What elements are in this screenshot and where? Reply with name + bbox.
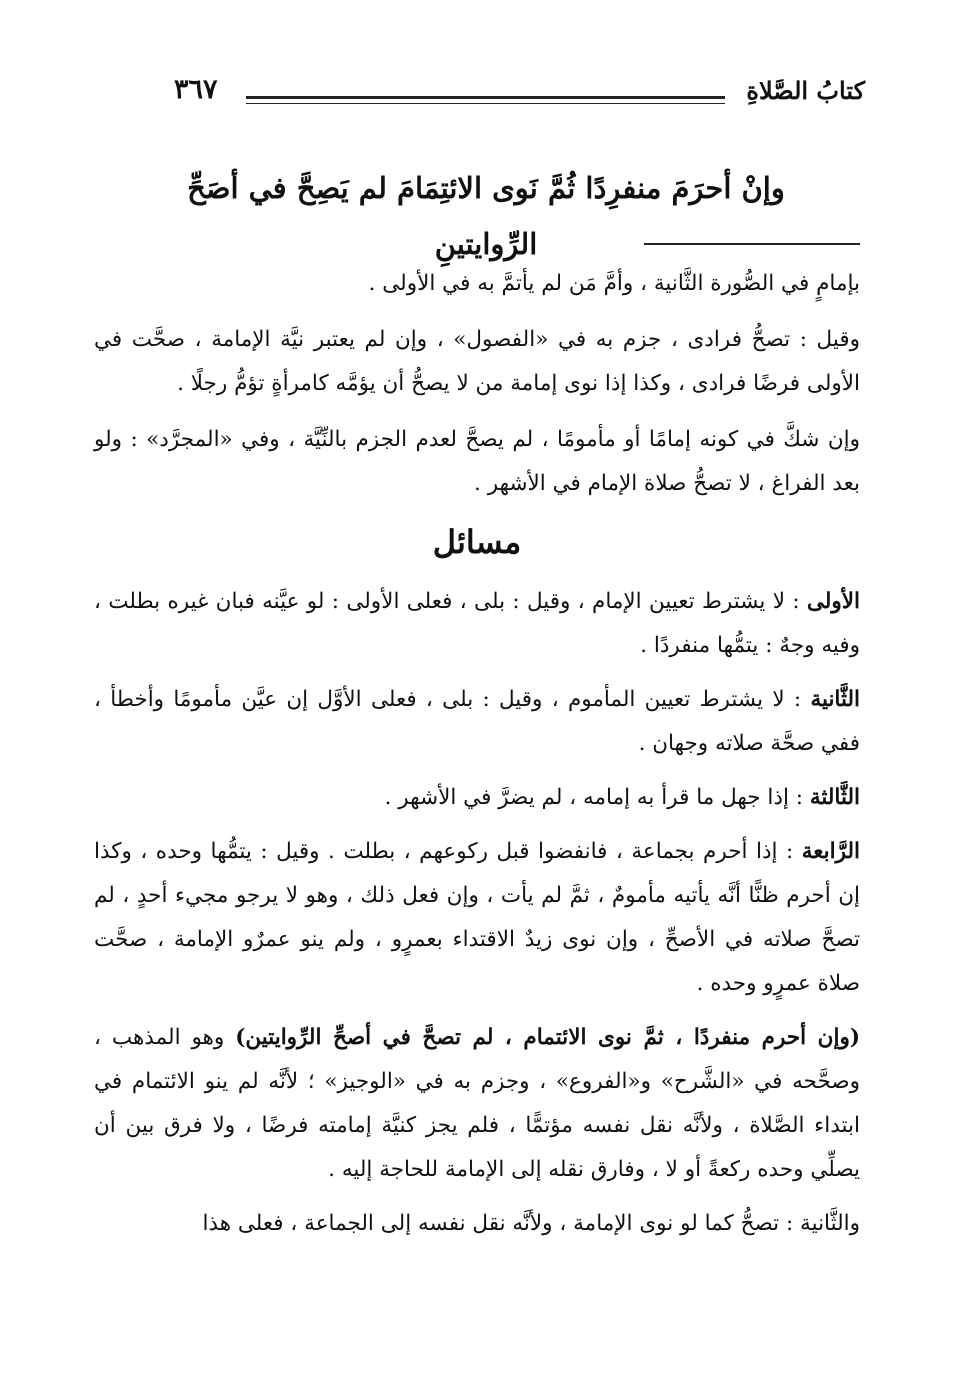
paragraph: وإن شكَّ في كونه إمامًا أو مأمومًا ، لم يصحَّ لعدم الجزم بالنِّيَّة ، وفي «المجرَّد» : ولو بعد الفراغ ، لا تصحُّ صلاة الإمام في الأشهر . bbox=[94, 427, 860, 496]
masala-paragraph bbox=[94, 830, 860, 1006]
footnote-separator bbox=[644, 243, 860, 245]
paragraph: وقيل : تصحُّ فرادى ، جزم به في «الفصول» ، وإن لم يعتبر نيَّة الإمامة ، صحَّت في الأولى فرضًا فرادى ، وكذا إذا نوى إمامة من لا يصحُّ أن يؤمَّه كامرأةٍ تؤمُّ رجلًا . bbox=[94, 327, 860, 396]
masala-label: الأولى bbox=[806, 589, 860, 614]
paragraph: والثَّانية : تصحُّ كما لو نوى الإمامة ، ولأنَّه نقل نفسه إلى الجماعة ، فعلى هذا bbox=[202, 1211, 860, 1236]
paragraph: بإمامٍ في الصُّورة الثَّانية ، وأمَّ مَن لم يأتمَّ به في الأولى . bbox=[368, 271, 860, 296]
masala-paragraph bbox=[94, 678, 860, 766]
header-rule bbox=[246, 96, 725, 104]
masala-text: : إذا جهل ما قرأ به إمامه ، لم يضرَّ في الأشهر . bbox=[384, 785, 810, 810]
commentary-paragraph bbox=[94, 1016, 860, 1192]
matn-text: وإنْ أحرَمَ منفرِدًا ثُمَّ نَوى الائتِمَامَ لم يَصِحَّ في أصَحِّ الرِّوايتينِ bbox=[187, 171, 785, 261]
quoted-matn: (وإن أحرم منفردًا ، ثمَّ نوى الائتمام ، لم تصحَّ في أصحِّ الرِّوايتين) bbox=[235, 1025, 860, 1050]
section-heading: مسائل bbox=[432, 523, 522, 561]
commentary-text: وهو المذهب ، وصحَّحه في «الشَّرح» و«الفروع» ، وجزم به في «الوجيز» ؛ لأنَّه لم ينو الائتمام في ابتداء الصَّلاة ، ولأنَّه نقل نفسه مؤتمًّا ، فلم يجز كنيَّة إمامته فرضًا ، ولا فرق بين أن يصلِّي وحده ركعةً أو لا ، وفارق نقله إلى الإمامة للحاجة إليه . bbox=[94, 1025, 860, 1182]
masala-paragraph bbox=[94, 580, 860, 668]
masala-text: : لا يشترط تعيين المأموم ، وقيل : بلى ، فعلى الأوَّل إن عيَّن مأمومًا وأخطأ ، ففي صحَّة صلاته وجهان . bbox=[94, 687, 860, 756]
masala-label: الثَّالثة bbox=[809, 785, 860, 810]
page-header bbox=[118, 74, 865, 114]
masala-text: : إذا أحرم بجماعة ، فانفضوا قبل ركوعهم ، بطلت . وقيل : يتمُّها وحده ، وكذا إن أحرم ظنًّا أنَّه يأتيه مأمومٌ ، ثمَّ لم يأت ، وإن فعل ذلك ، وهو لا يرجو مجيء أحدٍ ، لم تصحَّ صلاته في الأصحِّ ، وإن نوى زيدٌ الاقتداء بعمرٍو ، ولم ينو عمرٌو الإمامة ، صحَّت صلاة عمرٍو وحده . bbox=[94, 839, 860, 996]
masala-label: الثَّانية bbox=[810, 687, 860, 712]
page-number: ٣٦٧ bbox=[174, 74, 218, 105]
masala-paragraph bbox=[94, 776, 860, 820]
masala-text: : لا يشترط تعيين الإمام ، وقيل : بلى ، فعلى الأولى : لو عيَّنه فبان غيره بطلت ، وفيه وجهٌ : يتمُّها منفردًا . bbox=[94, 589, 860, 658]
running-title: كتابُ الصَّلاةِ bbox=[746, 76, 865, 105]
commentary-body bbox=[94, 262, 860, 1258]
masala-label: الرَّابعة bbox=[801, 839, 860, 864]
